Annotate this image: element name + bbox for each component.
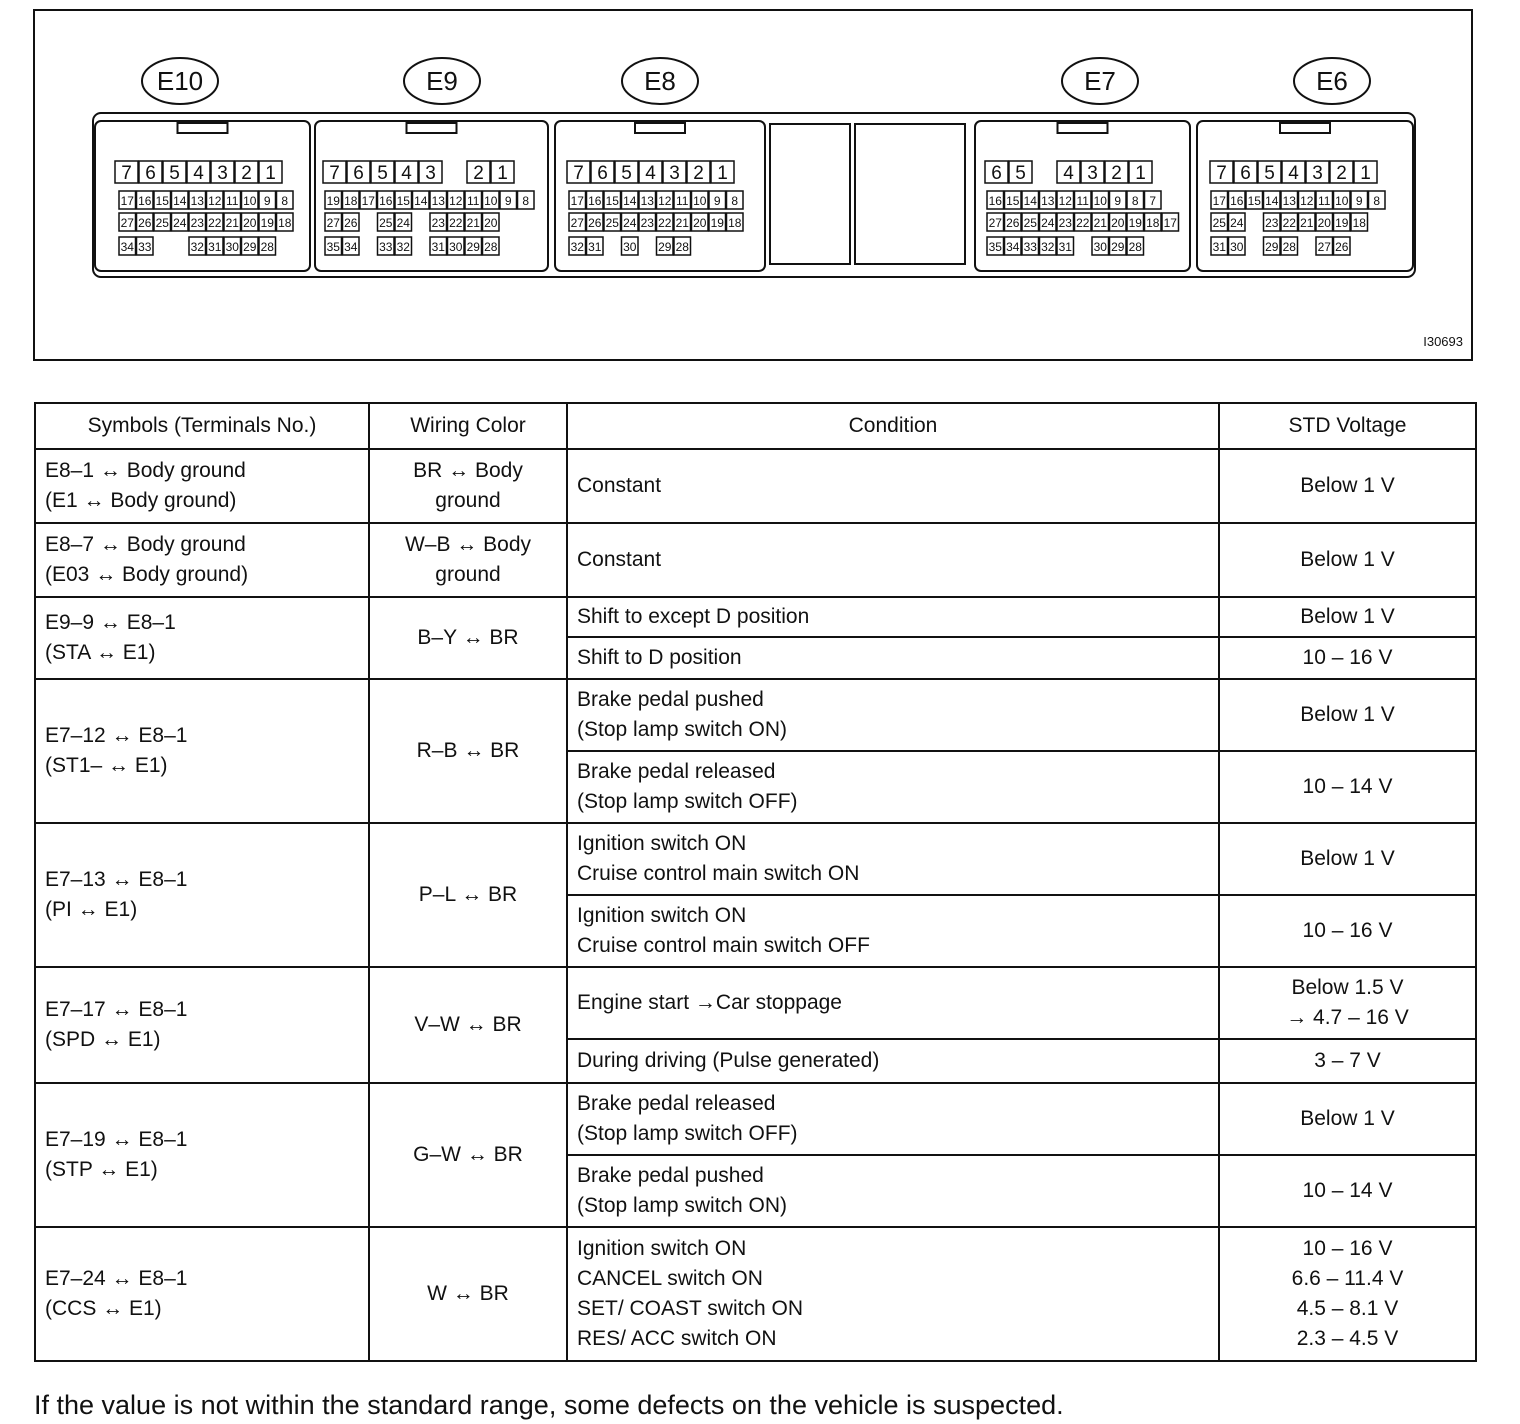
connector-latch: [407, 123, 457, 133]
pin-number: 18: [1352, 216, 1366, 230]
wiring-color-cell: W ↔ BR: [369, 1227, 567, 1361]
pin-number: 4: [401, 163, 412, 184]
pin-number: 23: [640, 216, 654, 230]
pin-number: 29: [658, 240, 672, 254]
condition-cell: During driving (Pulse generated): [567, 1039, 1219, 1083]
table-row: [35, 449, 1476, 523]
connector-latch: [1280, 123, 1330, 133]
pin-number: 26: [588, 216, 602, 230]
pin-number: 9: [504, 194, 512, 208]
pin-number: 16: [1230, 194, 1244, 208]
pin-number: 2: [473, 163, 484, 184]
pin-number: 4: [1063, 163, 1074, 184]
condition-cell: Ignition switch ON CANCEL switch ON SET/ COAST switch ON RES/ ACC switch ON: [567, 1227, 1219, 1361]
pin-number: 5: [621, 163, 632, 184]
pin-number: 4: [193, 163, 204, 184]
condition-cell: Constant: [567, 449, 1219, 523]
pin-number: 25: [1023, 216, 1037, 230]
pin-number: 14: [623, 194, 637, 208]
pin-number: 23: [431, 216, 445, 230]
pin-number: 26: [1006, 216, 1020, 230]
pin-number: 1: [497, 163, 508, 184]
pin-number: 14: [1265, 194, 1279, 208]
pin-number: 19: [1128, 216, 1142, 230]
table-row: [35, 679, 1476, 751]
pin-number: 27: [120, 216, 134, 230]
wiring-color-cell: P–L ↔ BR: [369, 823, 567, 967]
pin-number: 15: [155, 194, 169, 208]
pin-number: 20: [243, 216, 257, 230]
pin-number: 27: [1317, 240, 1331, 254]
pin-number: 22: [449, 216, 463, 230]
pin-number: 31: [208, 240, 222, 254]
pin-number: 1: [1135, 163, 1146, 184]
pin-number: 18: [344, 194, 358, 208]
std-voltage-cell: Below 1 V: [1219, 523, 1476, 597]
pin-number: 11: [226, 194, 239, 208]
pin-number: 15: [605, 194, 619, 208]
std-voltage-cell: 10 – 16 V: [1219, 637, 1476, 679]
condition-cell: Engine start →Car stoppage: [567, 967, 1219, 1039]
pin-number: 21: [1300, 216, 1314, 230]
std-voltage-cell: Below 1 V: [1219, 823, 1476, 895]
pin-number: 21: [675, 216, 689, 230]
header-condition: Condition: [567, 403, 1219, 449]
table-row: [35, 597, 1476, 637]
symbol-cell: E7–13 ↔ E8–1 (PI ↔ E1): [35, 823, 369, 967]
connector-diagram: [33, 9, 1473, 361]
pin-number: 30: [623, 240, 637, 254]
pin-number: 17: [1163, 216, 1177, 230]
pin-number: 9: [713, 194, 721, 208]
pin-number: 17: [1212, 194, 1226, 208]
table-row: [35, 1083, 1476, 1155]
footnote: If the value is not within the standard range, some defects on the vehicle is suspected.: [34, 1390, 1064, 1420]
connector-label: E9: [426, 66, 458, 96]
pin-number: 7: [121, 163, 132, 184]
table-row: [35, 523, 1476, 597]
pin-number: 20: [693, 216, 707, 230]
pin-number: 13: [1041, 194, 1055, 208]
wiring-color-cell: BR ↔ Body ground: [369, 449, 567, 523]
pin-number: 31: [431, 240, 445, 254]
pin-number: 4: [1288, 163, 1299, 184]
pin-number: 31: [1212, 240, 1226, 254]
pin-number: 2: [241, 163, 252, 184]
pin-number: 33: [1023, 240, 1037, 254]
pin-number: 6: [145, 163, 156, 184]
pin-number: 28: [675, 240, 689, 254]
pin-number: 2: [693, 163, 704, 184]
pin-number: 20: [1317, 216, 1331, 230]
condition-cell: Brake pedal released (Stop lamp switch OFF): [567, 751, 1219, 823]
pin-number: 6: [991, 163, 1002, 184]
pin-number: 3: [1312, 163, 1323, 184]
pin-number: 10: [1335, 194, 1349, 208]
pin-number: 1: [717, 163, 728, 184]
pin-number: 17: [570, 194, 584, 208]
pin-number: 14: [173, 194, 187, 208]
pin-number: 28: [484, 240, 498, 254]
pin-number: 15: [396, 194, 410, 208]
table-row: [35, 1227, 1476, 1361]
pin-number: 12: [449, 194, 463, 208]
header-symbols: Symbols (Terminals No.): [35, 403, 369, 449]
condition-cell: Ignition switch ON Cruise control main switch ON: [567, 823, 1219, 895]
condition-cell: Ignition switch ON Cruise control main switch OFF: [567, 895, 1219, 967]
symbol-cell: E7–17 ↔ E8–1 (SPD ↔ E1): [35, 967, 369, 1083]
pin-number: 14: [414, 194, 428, 208]
pin-number: 16: [379, 194, 393, 208]
pin-number: 21: [1093, 216, 1107, 230]
pin-number: 29: [243, 240, 257, 254]
pin-number: 19: [326, 194, 340, 208]
symbol-cell: E9–9 ↔ E8–1 (STA ↔ E1): [35, 597, 369, 679]
pin-number: 30: [449, 240, 463, 254]
pin-number: 3: [425, 163, 436, 184]
pin-number: 7: [1149, 194, 1157, 208]
pin-number: 31: [1058, 240, 1072, 254]
table-header-row: [35, 403, 1476, 449]
pin-number: 15: [1247, 194, 1261, 208]
pin-number: 7: [573, 163, 584, 184]
pin-number: 19: [260, 216, 274, 230]
pin-number: 28: [1282, 240, 1296, 254]
pin-number: 24: [1041, 216, 1055, 230]
pin-number: 9: [1355, 194, 1363, 208]
pin-number: 29: [1111, 240, 1125, 254]
pin-number: 19: [1335, 216, 1349, 230]
pin-number: 11: [1318, 194, 1331, 208]
std-voltage-cell: 3 – 7 V: [1219, 1039, 1476, 1083]
pin-number: 23: [1265, 216, 1279, 230]
pin-number: 17: [120, 194, 134, 208]
pin-number: 10: [243, 194, 257, 208]
connector-latch: [635, 123, 685, 133]
std-voltage-cell: Below 1.5 V → 4.7 – 16 V: [1219, 967, 1476, 1039]
wiring-color-cell: B–Y ↔ BR: [369, 597, 567, 679]
symbol-cell: E7–24 ↔ E8–1 (CCS ↔ E1): [35, 1227, 369, 1361]
std-voltage-cell: 10 – 16 V: [1219, 895, 1476, 967]
condition-cell: Shift to except D position: [567, 597, 1219, 637]
pin-number: 25: [155, 216, 169, 230]
pin-number: 2: [1111, 163, 1122, 184]
pin-number: 17: [361, 194, 375, 208]
pin-number: 19: [710, 216, 724, 230]
pin-number: 20: [484, 216, 498, 230]
pin-number: 8: [1131, 194, 1139, 208]
std-voltage-cell: 10 – 16 V 6.6 – 11.4 V 4.5 – 8.1 V 2.3 – 4.5 V: [1219, 1227, 1476, 1361]
pin-number: 10: [484, 194, 498, 208]
pin-number: 30: [225, 240, 239, 254]
pin-number: 32: [1041, 240, 1055, 254]
pin-number: 32: [396, 240, 410, 254]
std-voltage-cell: 10 – 14 V: [1219, 751, 1476, 823]
pin-number: 12: [658, 194, 672, 208]
connector-drawing: [35, 11, 1475, 363]
pin-number: 32: [570, 240, 584, 254]
pin-number: 23: [1058, 216, 1072, 230]
pin-number: 26: [138, 216, 152, 230]
pin-number: 10: [1093, 194, 1107, 208]
connector-label: E10: [156, 66, 204, 96]
pin-number: 13: [431, 194, 445, 208]
pin-number: 21: [225, 216, 239, 230]
pin-number: 33: [138, 240, 152, 254]
symbol-cell: E7–12 ↔ E8–1 (ST1– ↔ E1): [35, 679, 369, 823]
pin-number: 34: [1006, 240, 1020, 254]
pin-number: 1: [1360, 163, 1371, 184]
pin-number: 16: [588, 194, 602, 208]
pin-number: 12: [208, 194, 222, 208]
condition-cell: Brake pedal released (Stop lamp switch OFF): [567, 1083, 1219, 1155]
header-std-voltage: STD Voltage: [1219, 403, 1476, 449]
pin-number: 22: [658, 216, 672, 230]
figure-code: I30693: [1423, 334, 1463, 349]
condition-cell: Constant: [567, 523, 1219, 597]
pin-number: 25: [1212, 216, 1226, 230]
pin-number: 30: [1230, 240, 1244, 254]
pin-number: 3: [669, 163, 680, 184]
pin-number: 5: [1015, 163, 1026, 184]
pin-number: 16: [138, 194, 152, 208]
pin-number: 3: [217, 163, 228, 184]
pin-number: 3: [1087, 163, 1098, 184]
pin-number: 22: [208, 216, 222, 230]
connector-latch: [178, 123, 228, 133]
condition-cell: Brake pedal pushed (Stop lamp switch ON): [567, 679, 1219, 751]
pin-number: 26: [344, 216, 358, 230]
pin-number: 20: [1111, 216, 1125, 230]
symbol-cell: E7–19 ↔ E8–1 (STP ↔ E1): [35, 1083, 369, 1227]
pin-number: 34: [120, 240, 134, 254]
pin-number: 12: [1058, 194, 1072, 208]
connector-label: E8: [644, 66, 676, 96]
std-voltage-cell: 10 – 14 V: [1219, 1155, 1476, 1227]
pin-number: 7: [1216, 163, 1227, 184]
pin-number: 11: [676, 194, 689, 208]
pin-number: 23: [190, 216, 204, 230]
pin-number: 25: [605, 216, 619, 230]
wiring-color-cell: G–W ↔ BR: [369, 1083, 567, 1227]
symbol-cell: E8–1 ↔ Body ground (E1 ↔ Body ground): [35, 449, 369, 523]
pin-number: 18: [728, 216, 742, 230]
pin-number: 27: [326, 216, 340, 230]
table-row: [35, 823, 1476, 895]
pin-number: 30: [1093, 240, 1107, 254]
pin-number: 1: [265, 163, 276, 184]
std-voltage-cell: Below 1 V: [1219, 679, 1476, 751]
pin-number: 24: [1230, 216, 1244, 230]
condition-cell: Shift to D position: [567, 637, 1219, 679]
pin-number: 5: [169, 163, 180, 184]
pin-number: 24: [173, 216, 187, 230]
pin-number: 12: [1300, 194, 1314, 208]
blank-block: [855, 124, 965, 264]
blank-block: [770, 124, 850, 264]
pin-number: 18: [1146, 216, 1160, 230]
pin-number: 15: [1006, 194, 1020, 208]
pin-number: 6: [353, 163, 364, 184]
table-body: [35, 449, 1476, 1361]
pin-number: 35: [988, 240, 1002, 254]
pin-number: 8: [731, 194, 739, 208]
std-voltage-cell: Below 1 V: [1219, 449, 1476, 523]
pin-number: 8: [281, 194, 289, 208]
wiring-color-cell: V–W ↔ BR: [369, 967, 567, 1083]
pin-number: 33: [379, 240, 393, 254]
std-voltage-cell: Below 1 V: [1219, 1083, 1476, 1155]
pin-number: 6: [597, 163, 608, 184]
pin-number: 8: [522, 194, 530, 208]
pin-number: 11: [467, 194, 480, 208]
connector-latch: [1058, 123, 1108, 133]
symbol-cell: E8–7 ↔ Body ground (E03 ↔ Body ground): [35, 523, 369, 597]
pin-number: 32: [190, 240, 204, 254]
pin-number: 24: [396, 216, 410, 230]
pin-number: 34: [344, 240, 358, 254]
pin-number: 24: [623, 216, 637, 230]
pin-number: 14: [1023, 194, 1037, 208]
pin-number: 26: [1335, 240, 1349, 254]
pin-number: 22: [1076, 216, 1090, 230]
pin-number: 8: [1373, 194, 1381, 208]
pin-number: 11: [1076, 194, 1089, 208]
pin-number: 27: [570, 216, 584, 230]
pin-number: 29: [466, 240, 480, 254]
pin-number: 5: [1264, 163, 1275, 184]
pin-number: 35: [326, 240, 340, 254]
pin-number: 13: [190, 194, 204, 208]
std-voltage-cell: Below 1 V: [1219, 597, 1476, 637]
pin-number: 13: [640, 194, 654, 208]
pin-number: 28: [260, 240, 274, 254]
pin-number: 9: [263, 194, 271, 208]
pin-number: 4: [645, 163, 656, 184]
terminal-voltage-table: [34, 402, 1477, 1362]
pin-number: 9: [1114, 194, 1122, 208]
wiring-color-cell: R–B ↔ BR: [369, 679, 567, 823]
table-row: [35, 967, 1476, 1039]
pin-number: 31: [588, 240, 602, 254]
pin-number: 16: [988, 194, 1002, 208]
pin-number: 5: [377, 163, 388, 184]
wiring-color-cell: W–B ↔ Body ground: [369, 523, 567, 597]
pin-number: 21: [466, 216, 480, 230]
pin-number: 6: [1240, 163, 1251, 184]
condition-cell: Brake pedal pushed (Stop lamp switch ON): [567, 1155, 1219, 1227]
pin-number: 29: [1265, 240, 1279, 254]
header-wiring-color: Wiring Color: [369, 403, 567, 449]
pin-number: 13: [1282, 194, 1296, 208]
pin-number: 18: [278, 216, 292, 230]
pin-number: 25: [379, 216, 393, 230]
pin-number: 7: [329, 163, 340, 184]
pin-number: 22: [1282, 216, 1296, 230]
pin-number: 10: [693, 194, 707, 208]
pin-number: 28: [1128, 240, 1142, 254]
connector-label: E6: [1316, 66, 1348, 96]
connector-label: E7: [1084, 66, 1116, 96]
pin-number: 2: [1336, 163, 1347, 184]
pin-number: 27: [988, 216, 1002, 230]
